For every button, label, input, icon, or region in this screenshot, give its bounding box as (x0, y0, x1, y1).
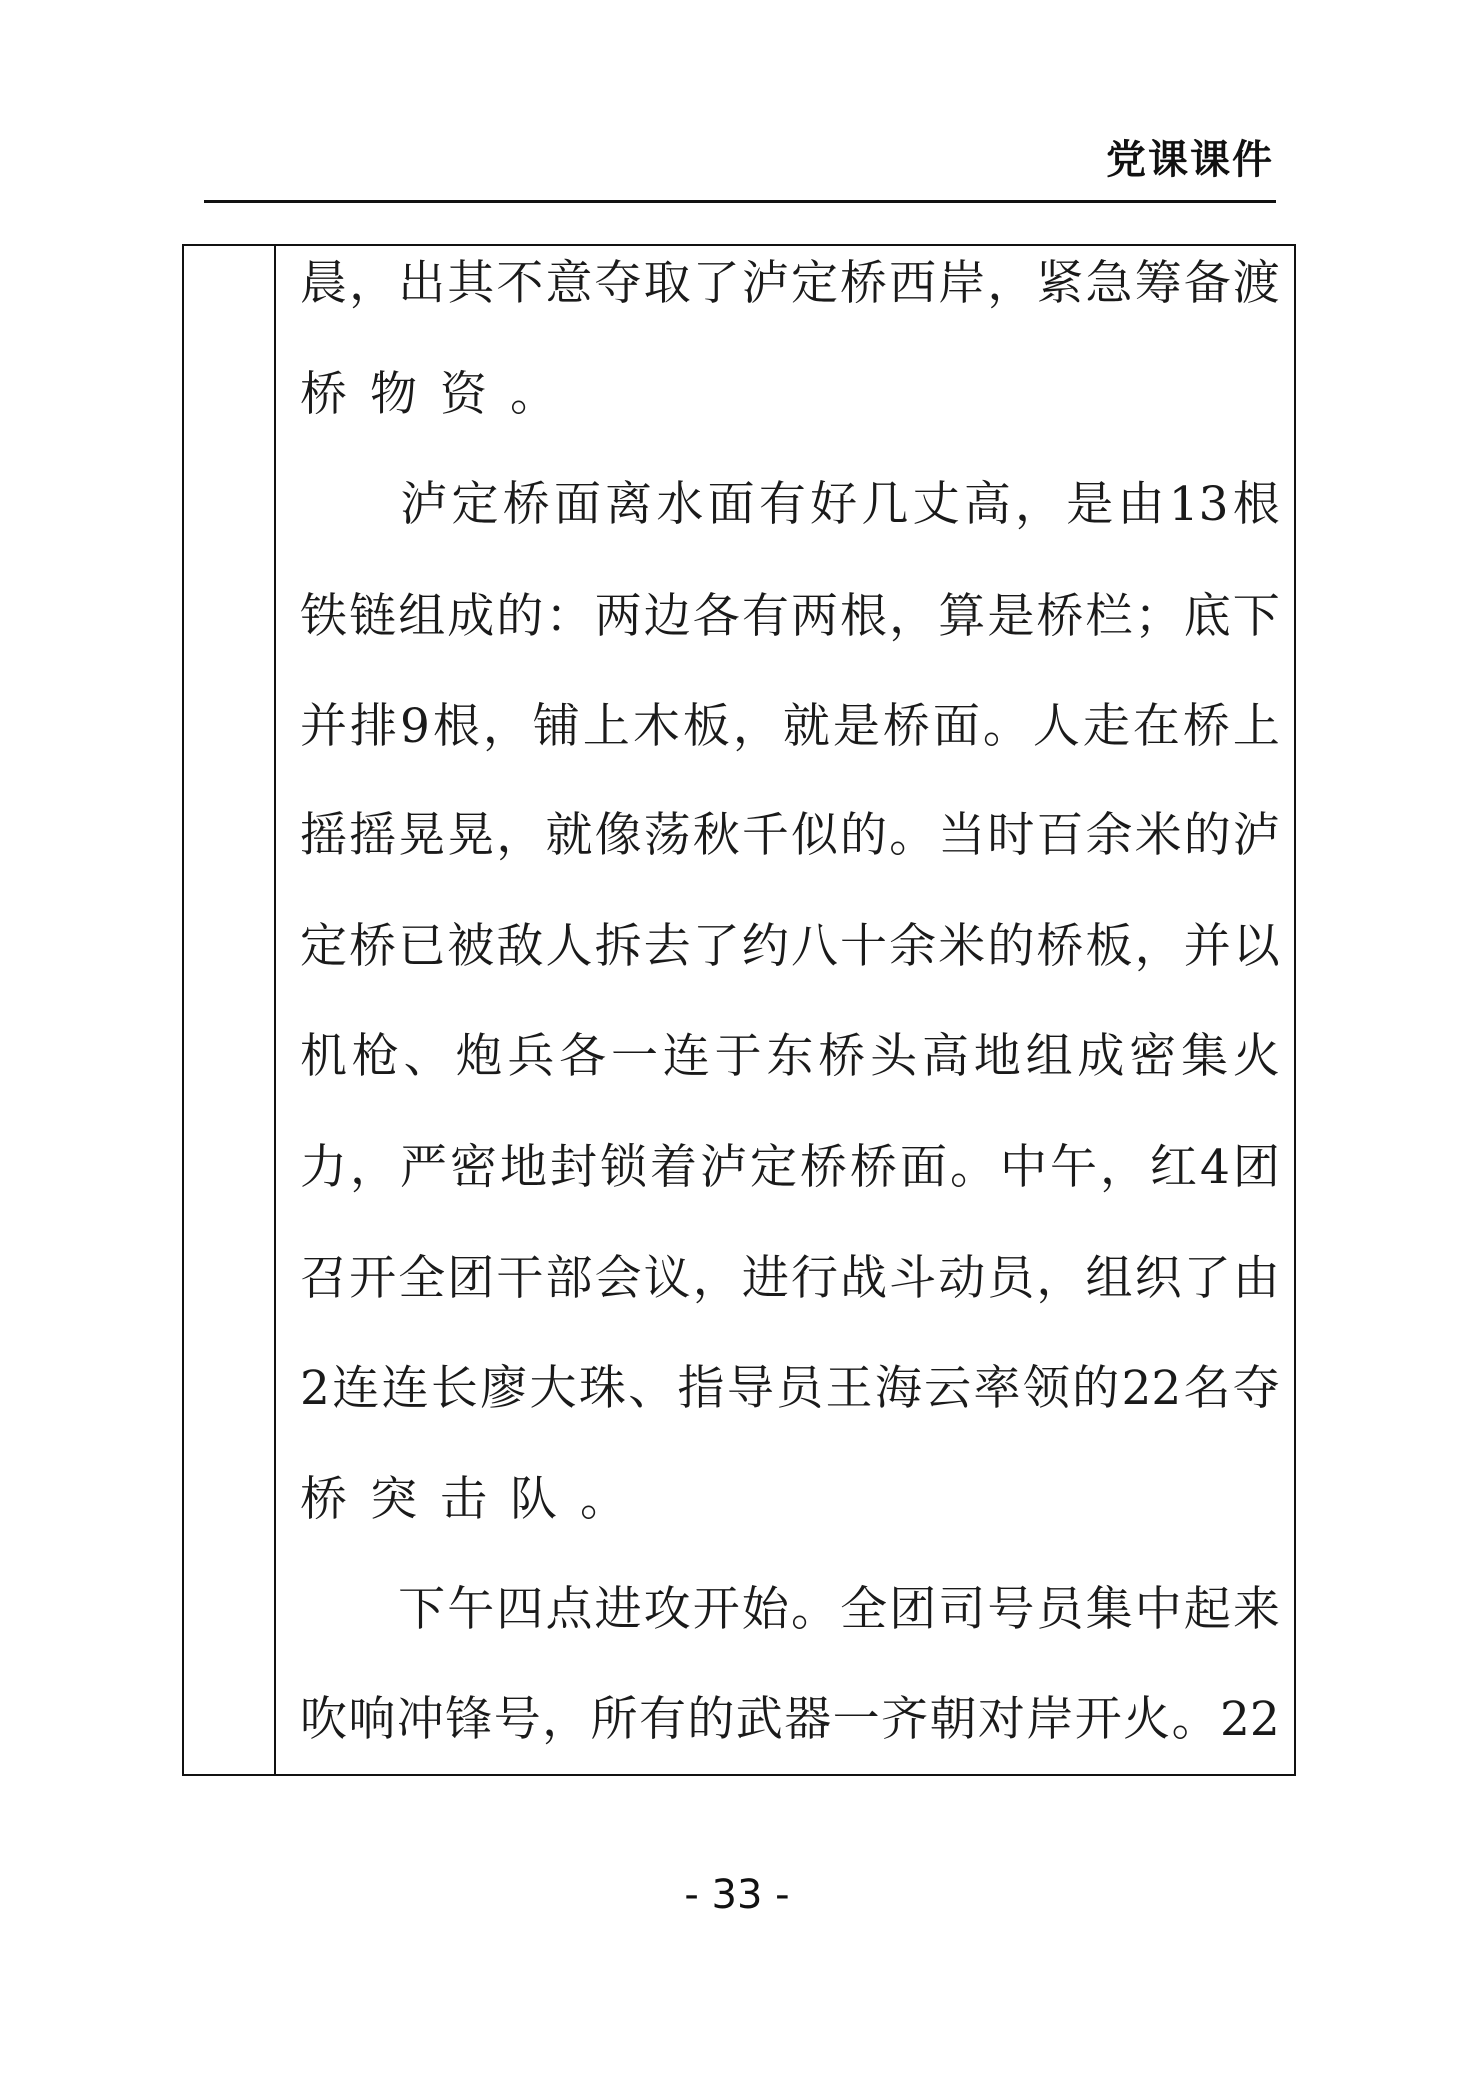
text-line: 机 枪 、 炮 兵 各 一 连 于 东 桥 头 高 地 组 成 密 集 火 (300, 1029, 1280, 1084)
header-rule (204, 200, 1276, 203)
text-line: 吹 响 冲 锋 号 ， 所 有 的 武 器 一 齐 朝 对 岸 开 火 。 22 (300, 1692, 1280, 1747)
text-line: 摇 摇 晃 晃 ， 就 像 荡 秋 千 似 的 。 当 时 百 余 米 的 泸 (300, 808, 1280, 863)
text-line: 泸 定 桥 面 离 水 面 有 好 几 丈 高 ， 是 由 13 根 (400, 477, 1280, 532)
text-line: 铁 链 组 成 的 ： 两 边 各 有 两 根 ， 算 是 桥 栏 ； 底 下 (300, 589, 1280, 644)
text-line: 下 午 四 点 进 攻 开 始 。 全 团 司 号 员 集 中 起 来 (398, 1582, 1280, 1637)
text-line: 力 ， 严 密 地 封 锁 着 泸 定 桥 桥 面 。 中 午 ， 红 4 团 (300, 1140, 1280, 1195)
text-line: 桥 突 击 队 。 (300, 1472, 627, 1527)
text-line: 桥 物 资 。 (300, 367, 557, 422)
content-table (182, 244, 1296, 1776)
text-line: 2 连 连 长 廖 大 珠 、 指 导 员 王 海 云 率 领 的 22 名 夺 (300, 1361, 1280, 1416)
table-column-divider (274, 246, 276, 1774)
document-header-title: 党课课件 (1106, 137, 1274, 183)
text-line: 召 开 全 团 干 部 会 议 ， 进 行 战 斗 动 员 ， 组 织 了 由 (300, 1251, 1280, 1306)
text-line: 定 桥 已 被 敌 人 拆 去 了 约 八 十 余 米 的 桥 板 ， 并 以 (300, 919, 1280, 974)
text-line: 并 排 9 根 ， 铺 上 木 板 ， 就 是 桥 面 。 人 走 在 桥 上 (300, 699, 1280, 754)
page-number: - 33 - (684, 1872, 790, 1918)
text-line: 晨 ， 出 其 不 意 夺 取 了 泸 定 桥 西 岸 ， 紧 急 筹 备 渡 (300, 256, 1280, 311)
